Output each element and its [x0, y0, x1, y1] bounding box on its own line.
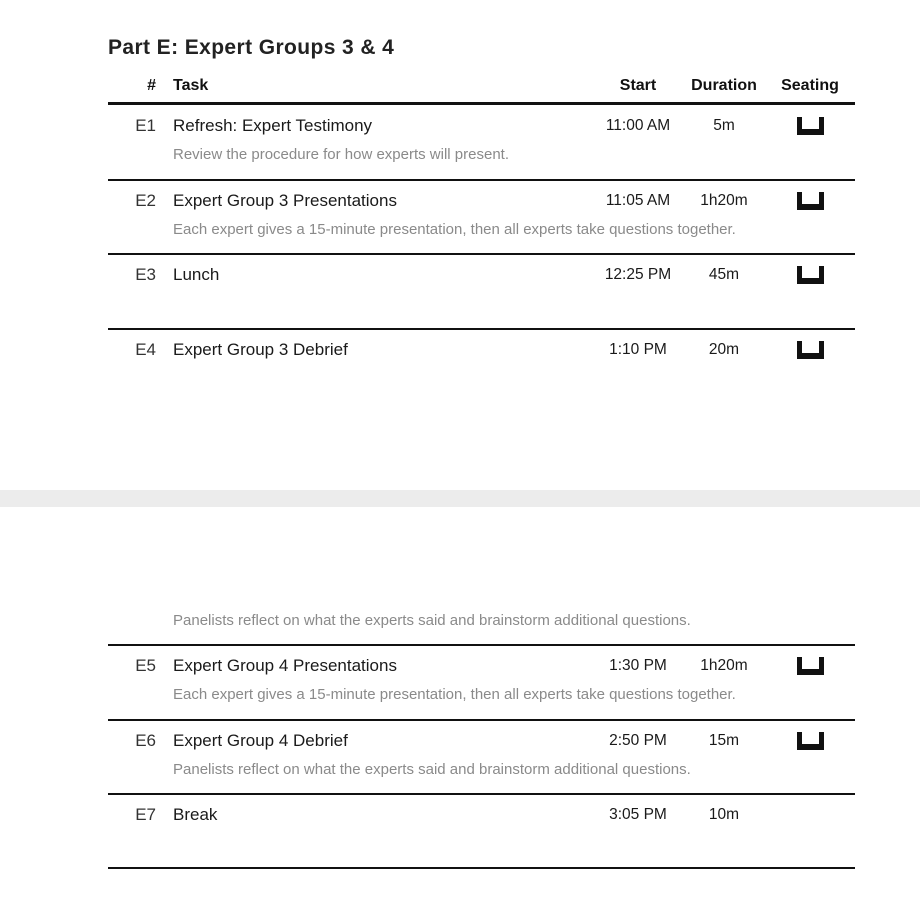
row-duration: 10m: [708, 806, 740, 823]
section-title: Part E: Expert Groups 3 & 4: [108, 36, 395, 59]
row-start: 1:10 PM: [609, 341, 667, 358]
seating-block-icon: [797, 117, 824, 135]
row-divider: [108, 867, 855, 869]
row-task: Refresh: Expert Testimony: [173, 116, 373, 135]
row-description: Each expert gives a 15-minute presentation, then all experts take questions together.: [173, 686, 736, 703]
seating-block-icon: [797, 732, 824, 750]
row-duration: 15m: [708, 732, 740, 749]
row-number: E6: [135, 731, 156, 750]
row-duration: 5m: [713, 117, 735, 134]
row-description: Panelists reflect on what the experts said and brainstorm additional questions.: [173, 612, 691, 629]
row-number: E4: [135, 340, 156, 359]
row-description: Each expert gives a 15-minute presentation, then all experts take questions together.: [173, 221, 736, 238]
seating-block-icon: [797, 657, 824, 675]
row-divider: [108, 253, 855, 255]
row-duration: 1h20m: [700, 657, 748, 674]
row-divider: [108, 793, 855, 795]
column-header-task: Task: [173, 77, 209, 94]
row-duration: 20m: [708, 341, 740, 358]
column-header-duration: Duration: [691, 77, 757, 94]
row-start: 2:50 PM: [609, 732, 667, 749]
column-header-seating: Seating: [781, 77, 839, 94]
header-rule: [108, 102, 855, 105]
row-task: Expert Group 3 Presentations: [173, 191, 397, 210]
row-task: Expert Group 4 Presentations: [173, 656, 397, 675]
row-number: E7: [135, 805, 156, 824]
row-divider: [108, 644, 855, 646]
row-duration: 45m: [708, 266, 740, 283]
column-header-number: #: [147, 77, 156, 94]
row-task: Break: [173, 805, 218, 824]
row-start: 11:00 AM: [605, 117, 671, 134]
row-start: 11:05 AM: [605, 192, 671, 209]
row-task: Expert Group 4 Debrief: [173, 731, 348, 750]
column-header-start: Start: [619, 77, 657, 94]
row-description: Review the procedure for how experts will present.: [173, 146, 509, 163]
row-duration: 1h20m: [700, 192, 748, 209]
row-number: E1: [135, 116, 156, 135]
row-number: E2: [135, 191, 156, 210]
row-divider: [108, 179, 855, 181]
row-task: Lunch: [173, 265, 220, 284]
seating-block-icon: [797, 192, 824, 210]
row-start: 1:30 PM: [609, 657, 667, 674]
row-number: E3: [135, 265, 156, 284]
page-break: [0, 490, 920, 507]
row-number: E5: [135, 656, 156, 675]
row-divider: [108, 719, 855, 721]
row-description: Panelists reflect on what the experts said and brainstorm additional questions.: [173, 761, 691, 778]
row-divider: [108, 328, 855, 330]
row-start: 3:05 PM: [609, 806, 667, 823]
seating-block-icon: [797, 341, 824, 359]
row-task: Expert Group 3 Debrief: [173, 340, 348, 359]
seating-block-icon: [797, 266, 824, 284]
row-start: 12:25 PM: [604, 266, 672, 283]
